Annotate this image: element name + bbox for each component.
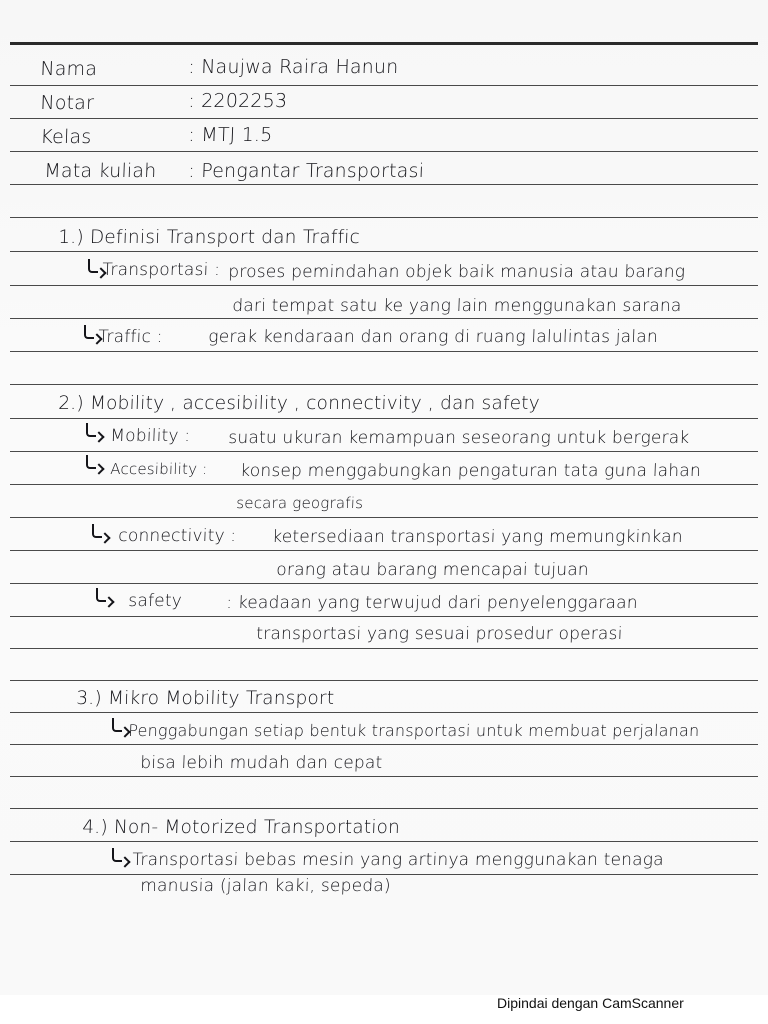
ruled-line bbox=[10, 318, 758, 319]
safety-line1: : keadaan yang terwujud dari penyelenggaraan bbox=[226, 593, 639, 613]
nama-label: Nama bbox=[40, 58, 98, 80]
notar-value: : 2202253 bbox=[188, 90, 288, 112]
section3-title: 3.) Mikro Mobility Transport bbox=[76, 688, 335, 709]
ruled-line bbox=[10, 616, 758, 617]
section3-line1: Penggabungan setiap bentuk transportasi untuk membuat perjalanan bbox=[128, 721, 700, 740]
arrow-bullet-icon bbox=[112, 848, 122, 862]
ruled-line bbox=[10, 583, 758, 584]
ruled-line bbox=[10, 217, 758, 218]
connectivity-line1: ketersediaan transportasi yang memungkinkan bbox=[272, 527, 684, 547]
transportasi-line1: proses pemindahan objek baik manusia atau barang bbox=[228, 262, 686, 282]
traffic-text: gerak kendaraan dan orang di ruang lalulintas jalan bbox=[208, 327, 659, 347]
arrow-bullet-icon bbox=[86, 423, 96, 437]
ruled-line bbox=[10, 251, 758, 252]
connectivity-label: connectivity : bbox=[118, 526, 237, 546]
section3-line2: bisa lebih mudah dan cepat bbox=[140, 753, 383, 773]
nama-value: : Naujwa Raira Hanun bbox=[188, 56, 399, 78]
ruled-line bbox=[10, 841, 758, 842]
ruled-line bbox=[10, 680, 758, 681]
section4-line1: Transportasi bebas mesin yang artinya menggunakan tenaga bbox=[132, 850, 665, 870]
safety-label: safety bbox=[128, 591, 183, 611]
mobility-text: suatu ukuran kemampuan seseorang untuk bergerak bbox=[228, 428, 690, 448]
arrow-bullet-icon bbox=[112, 718, 122, 732]
transportasi-line2: dari tempat satu ke yang lain menggunakan sarana bbox=[232, 296, 682, 316]
ruled-line bbox=[10, 351, 758, 352]
section2-title: 2.) Mobility , accesibility , connectivity , dan safety bbox=[58, 393, 541, 414]
kelas-value: : MTJ 1.5 bbox=[188, 124, 273, 146]
transportasi-label: Transportasi : bbox=[102, 260, 221, 280]
ruled-line bbox=[10, 118, 758, 119]
ruled-line bbox=[10, 484, 758, 485]
kelas-label: Kelas bbox=[40, 126, 92, 148]
ruled-line bbox=[10, 418, 758, 419]
ruled-line bbox=[10, 151, 758, 152]
ruled-line bbox=[10, 384, 758, 385]
ruled-line bbox=[10, 776, 758, 777]
notar-label: Notar bbox=[40, 92, 95, 114]
ruled-line bbox=[10, 85, 758, 86]
top-rule bbox=[10, 42, 758, 45]
section4-title: 4.) Non- Motorized Transportation bbox=[82, 817, 401, 838]
ruled-line bbox=[10, 285, 758, 286]
traffic-label: Traffic : bbox=[98, 327, 163, 347]
accesibility-line1: konsep menggabungkan pengaturan tata guna lahan bbox=[240, 461, 702, 481]
ruled-line bbox=[10, 874, 758, 875]
ruled-line bbox=[10, 517, 758, 518]
safety-line2: transportasi yang sesuai prosedur operasi bbox=[256, 624, 623, 644]
ruled-line bbox=[10, 184, 758, 185]
accesibility-line2: secara geografis bbox=[236, 494, 364, 512]
matkul-label: Mata kuliah bbox=[44, 160, 157, 182]
ruled-line bbox=[10, 550, 758, 551]
arrow-bullet-icon bbox=[84, 325, 94, 339]
matkul-value: : Pengantar Transportasi bbox=[188, 160, 425, 182]
ruled-line bbox=[10, 744, 758, 745]
ruled-line bbox=[10, 451, 758, 452]
section1-title: 1.) Definisi Transport dan Traffic bbox=[58, 227, 361, 248]
arrow-bullet-icon bbox=[88, 259, 98, 273]
arrow-bullet-icon bbox=[86, 455, 96, 469]
arrow-bullet-icon bbox=[96, 588, 106, 602]
section4-line2: manusia (jalan kaki, sepeda) bbox=[140, 876, 392, 896]
arrow-bullet-icon bbox=[92, 524, 102, 538]
connectivity-line2: orang atau barang mencapai tujuan bbox=[276, 560, 590, 580]
ruled-line bbox=[10, 808, 758, 809]
mobility-label: Mobility : bbox=[110, 426, 191, 446]
camscanner-watermark: Dipindai dengan CamScanner bbox=[497, 995, 684, 1011]
ruled-line bbox=[10, 712, 758, 713]
accesibility-label: Accesibility : bbox=[110, 460, 208, 478]
ruled-line bbox=[10, 648, 758, 649]
